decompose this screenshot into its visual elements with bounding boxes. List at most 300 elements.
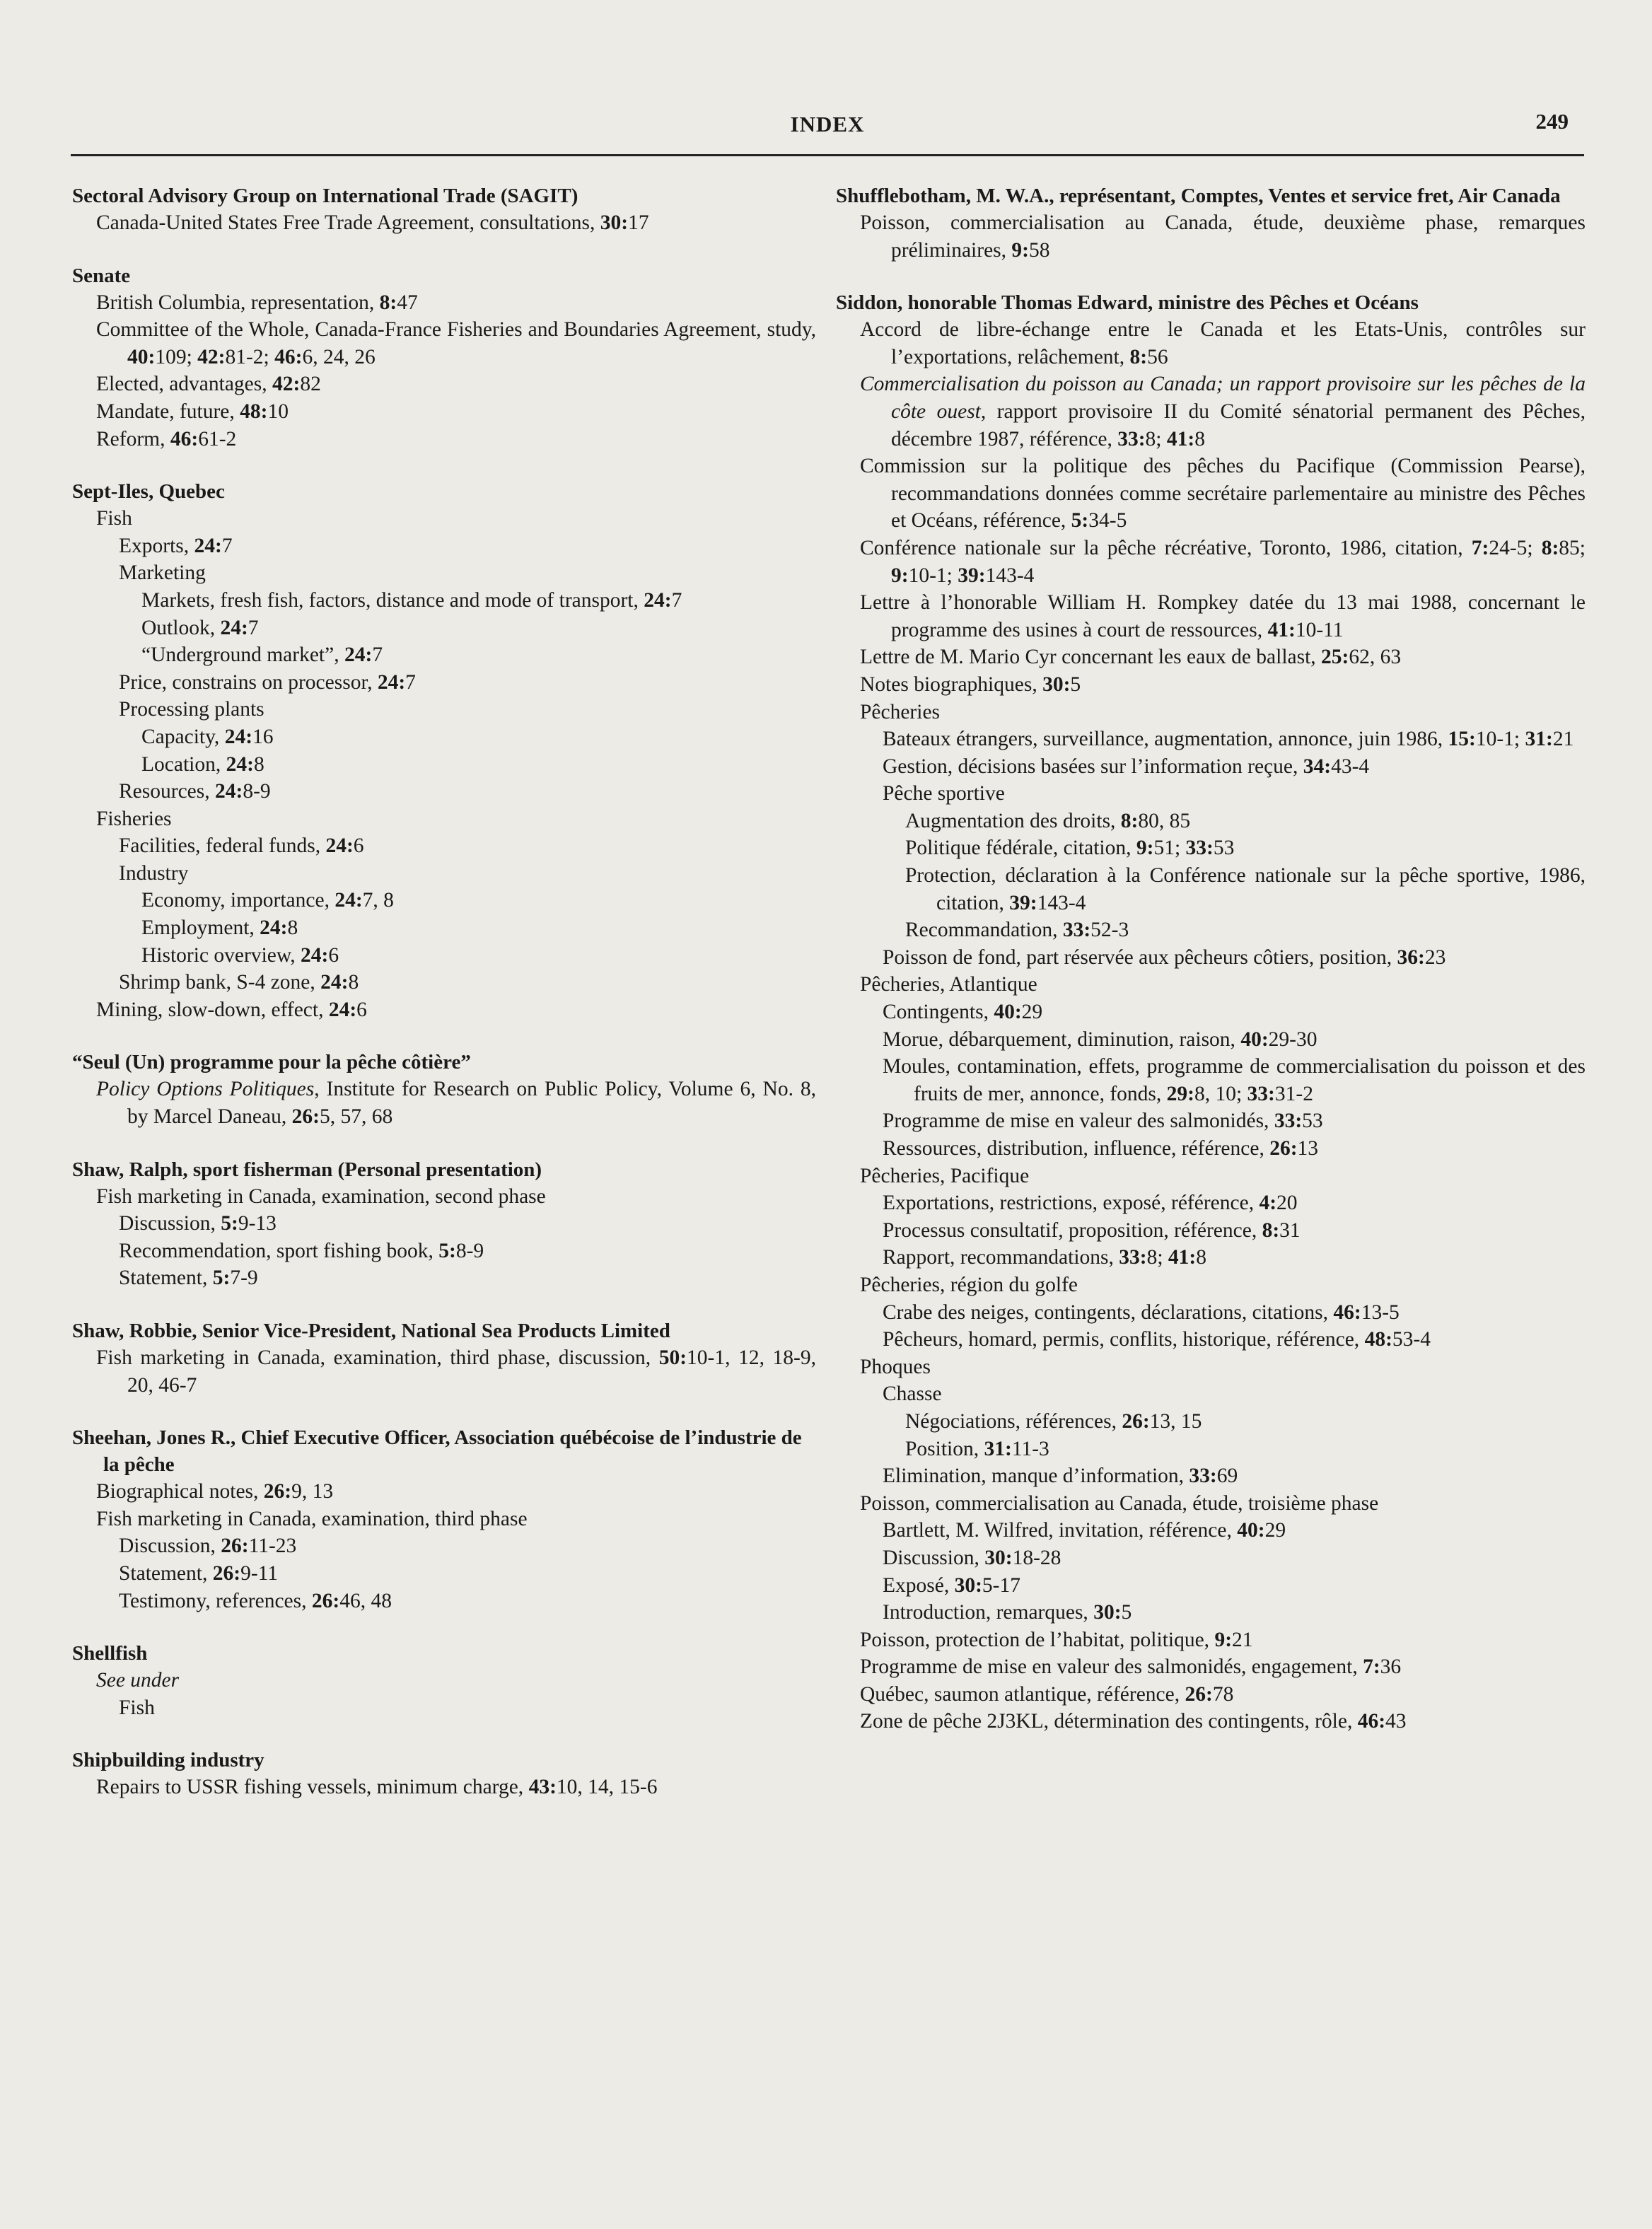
subentry-text: Bateaux étrangers, surveillance, augmentation, annonce, juin 1986, <box>883 728 1448 751</box>
volume-reference: 33: <box>1117 427 1146 450</box>
subentry-line <box>72 669 816 697</box>
index-entry <box>72 262 816 453</box>
subentry-line <box>836 644 1586 671</box>
subentry-text: Discussion, <box>883 1546 985 1569</box>
subentry-text: 7 <box>221 534 233 557</box>
subentry-line <box>72 1478 816 1506</box>
entry-heading: Shipbuilding industry <box>72 1749 264 1772</box>
subentry-text: 8, 10; <box>1194 1082 1247 1105</box>
subentry-text: 6 <box>356 998 367 1021</box>
subentry-text: 16 <box>252 725 274 748</box>
volume-reference: 24: <box>344 644 373 667</box>
volume-reference: 30: <box>954 1573 982 1597</box>
index-entry <box>836 289 1586 1735</box>
subentry-text: 9-13 <box>238 1212 277 1235</box>
subentry-text: 13-5 <box>1361 1300 1400 1324</box>
subentry-text: 81-2; <box>225 345 275 368</box>
volume-reference: 48: <box>1364 1328 1392 1351</box>
subentry-text: Gestion, décisions basées sur l’information reçue, <box>883 755 1303 778</box>
subentry-line <box>72 805 816 833</box>
subentry-text: 8; <box>1145 427 1167 450</box>
subentry-text: Industry <box>119 861 189 885</box>
subentry-text: 69 <box>1216 1465 1238 1488</box>
volume-reference: 33: <box>1062 919 1091 942</box>
volume-reference: 42: <box>272 373 301 396</box>
subentry-text: Poisson, commercialisation au Canada, étude, troisième phase <box>860 1491 1379 1515</box>
subentry-text: Statement, <box>119 1267 213 1290</box>
subentry-text: Exportations, restrictions, exposé, référence, <box>883 1192 1260 1215</box>
subentry-text: Biographical notes, <box>96 1480 264 1503</box>
subentry-line <box>836 1572 1586 1600</box>
subentry-text: Québec, saumon atlantique, référence, <box>860 1682 1185 1706</box>
subentry-text: Introduction, remarques, <box>883 1601 1094 1624</box>
index-entry <box>72 1640 816 1721</box>
subentry-line <box>836 1436 1586 1463</box>
subentry-text: Programme de mise en valeur des salmonidés, engagement, <box>860 1655 1363 1679</box>
subentry-text: , rapport provisoire II du Comité sénatorial permanent des Pêches, décembre 1987, référence, <box>891 400 1586 450</box>
volume-reference: 24: <box>325 834 354 858</box>
subentry-line <box>836 453 1586 535</box>
subentry-text: Commercialisation du poisson au Canada; un rapport provisoire sur les pêches de la côte ouest <box>860 373 1586 423</box>
subentry-text: 62, 63 <box>1349 646 1402 669</box>
entry-heading: Senate <box>72 264 131 287</box>
index-entry <box>72 478 816 1023</box>
volume-reference: 24: <box>377 670 406 694</box>
subentry-text: Position, <box>905 1437 984 1460</box>
subentry-line <box>836 671 1586 699</box>
subentry-text: 10-1; <box>1475 728 1525 751</box>
entry-heading: Shaw, Ralph, sport fisherman (Personal presentation) <box>72 1158 542 1181</box>
subentry-text: 29-30 <box>1268 1028 1317 1051</box>
subentry-line <box>72 641 816 669</box>
subentry-line <box>836 1326 1586 1354</box>
subentry-line <box>72 615 816 642</box>
subentry-text: 61-2 <box>198 427 237 450</box>
subentry-text: 6 <box>353 834 364 858</box>
subentry-text: 21 <box>1552 728 1574 751</box>
volume-reference: 24: <box>226 752 254 776</box>
volume-reference: 33: <box>1247 1082 1275 1105</box>
subentry-text: Programme de mise en valeur des salmonidés, <box>883 1110 1274 1133</box>
subentry-text: , Institute for Research on Public Policy, Volume 6, No. 8, by Marcel Daneau, <box>127 1078 817 1129</box>
subentry-text: 43 <box>1385 1710 1407 1733</box>
volume-reference: 15: <box>1448 728 1476 751</box>
subentry-text: Politique fédérale, citation, <box>905 837 1136 860</box>
subentry-line <box>836 780 1586 808</box>
subentry-line <box>72 1076 816 1130</box>
volume-reference: 8: <box>1541 536 1559 559</box>
subentry-text: 78 <box>1212 1682 1234 1706</box>
running-title: INDEX <box>790 112 865 136</box>
subentry-text: 56 <box>1147 345 1168 368</box>
subentry-line <box>72 914 816 942</box>
subentry-line <box>72 1560 816 1588</box>
volume-reference: 42: <box>197 345 226 368</box>
subentry-text: Recommendation, sport fishing book, <box>119 1239 439 1262</box>
subentry-text: Canada-United States Free Trade Agreement, consultations, <box>96 211 600 234</box>
subentry-line <box>836 1189 1586 1217</box>
volume-reference: 9: <box>1011 238 1029 262</box>
right-column <box>836 182 1586 1761</box>
subentry-text: Ressources, distribution, influence, référence, <box>883 1137 1270 1160</box>
subentry-text: 6 <box>328 943 339 967</box>
subentry-text: Rapport, recommandations, <box>883 1246 1119 1269</box>
volume-reference: 26: <box>212 1561 241 1585</box>
subentry-text: 58 <box>1028 238 1050 262</box>
volume-reference: 30: <box>1042 673 1071 696</box>
subentry-text: Négociations, références, <box>905 1409 1122 1433</box>
subentry-text: 13, 15 <box>1149 1409 1202 1433</box>
subentry-line <box>72 587 816 615</box>
subentry-text: 5-17 <box>982 1573 1020 1597</box>
volume-reference: 24: <box>328 998 357 1021</box>
subentry-line <box>836 834 1586 862</box>
volume-reference: 26: <box>291 1105 320 1129</box>
subentry-line <box>836 1708 1586 1735</box>
volume-reference: 40: <box>1237 1519 1265 1542</box>
subentry-text: 31 <box>1279 1218 1301 1242</box>
subentry-text: Poisson, commercialisation au Canada, étude, deuxième phase, remarques préliminaires, <box>860 211 1586 262</box>
volume-reference: 24: <box>260 916 288 940</box>
subentry-text: Location, <box>141 752 226 776</box>
subentry-line <box>836 971 1586 999</box>
subentry-line <box>836 1681 1586 1709</box>
subentry-line <box>836 1490 1586 1518</box>
subentry-text: Protection, déclaration à la Conférence nationale sur la pêche sportive, 1986, citation, <box>905 864 1586 914</box>
subentry-text: 8-9 <box>455 1239 484 1262</box>
subentry-text: 46, 48 <box>339 1589 392 1612</box>
subentry-line <box>72 1667 816 1694</box>
subentry-line <box>72 1210 816 1238</box>
subentry-text: Conférence nationale sur la pêche récréative, Toronto, 1986, citation, <box>860 536 1472 559</box>
subentry-text: 143-4 <box>985 564 1035 587</box>
subentry-line <box>836 1380 1586 1408</box>
subentry-line <box>836 1217 1586 1245</box>
subentry-line <box>72 1238 816 1265</box>
subentry-line <box>72 751 816 779</box>
subentry-text: Pêcheries, région du golfe <box>860 1273 1078 1296</box>
volume-reference: 24: <box>194 534 222 557</box>
subentry-text: Historic overview, <box>141 943 301 967</box>
subentry-line <box>836 1653 1586 1681</box>
subentry-text: Chasse <box>883 1383 942 1406</box>
subentry-line <box>836 753 1586 781</box>
volume-reference: 33: <box>1185 837 1214 860</box>
subentry-line <box>72 426 816 453</box>
subentry-text: Pêcheries <box>860 700 941 723</box>
subentry-text: Contingents, <box>883 1001 994 1024</box>
index-entry <box>72 1049 816 1130</box>
subentry-text: 53-4 <box>1392 1328 1431 1351</box>
subentry-text: 7-9 <box>230 1267 258 1290</box>
subentry-text: 53 <box>1213 837 1235 860</box>
subentry-text: Accord de libre-échange entre le Canada et les Etats-Unis, contrôles sur l’exportations, relâchement, <box>860 318 1586 368</box>
subentry-text: 9, 13 <box>291 1480 334 1503</box>
subentry-line <box>836 316 1586 371</box>
subentry-line <box>72 1344 816 1399</box>
subentry-text: Elected, advantages, <box>96 373 272 396</box>
subentry-text: Testimony, references, <box>119 1589 312 1612</box>
volume-reference: 41: <box>1267 618 1296 641</box>
subentry-text: 10-1, 12, 18-9, 20, 46-7 <box>127 1346 816 1397</box>
subentry-text: 13 <box>1297 1137 1319 1160</box>
volume-reference: 36: <box>1397 945 1425 969</box>
subentry-line <box>836 1354 1586 1381</box>
subentry-text: Fish <box>96 507 132 530</box>
subentry-line <box>72 860 816 887</box>
index-entry <box>72 182 816 237</box>
entry-heading: Sheehan, Jones R., Chief Executive Officer, Association québécoise de l’industrie de la pêche <box>72 1426 802 1477</box>
subentry-line <box>72 832 816 860</box>
subentry-text: 8 <box>287 916 298 940</box>
volume-reference: 9: <box>891 564 909 587</box>
subentry-text: Discussion, <box>119 1535 221 1558</box>
subentry-text: Elimination, manque d’information, <box>883 1465 1189 1488</box>
volume-reference: 26: <box>1122 1409 1150 1433</box>
subentry-text: Pêcheries, Atlantique <box>860 973 1037 996</box>
subentry-text: 43-4 <box>1331 755 1370 778</box>
subentry-line <box>836 1107 1586 1135</box>
subentry-text: 8; <box>1146 1246 1168 1269</box>
subentry-line <box>836 1053 1586 1107</box>
subentry-text: 7 <box>671 588 682 612</box>
volume-reference: 41: <box>1166 427 1195 450</box>
subentry-text: Mining, slow-down, effect, <box>96 998 329 1021</box>
subentry-text: Poisson de fond, part réservée aux pêcheurs côtiers, position, <box>883 945 1397 969</box>
subentry-text: 10 <box>267 400 289 423</box>
subentry-text: Statement, <box>119 1561 213 1585</box>
index-entry <box>72 1424 816 1614</box>
subentry-text: 11-23 <box>248 1535 297 1558</box>
subentry-text: Pêcheries, Pacifique <box>860 1164 1030 1187</box>
subentry-line <box>72 1506 816 1533</box>
index-entry <box>72 1317 816 1399</box>
volume-reference: 24: <box>215 780 243 803</box>
subentry-line <box>836 1544 1586 1572</box>
subentry-text: 5 <box>1121 1601 1132 1624</box>
volume-reference: 33: <box>1119 1246 1147 1269</box>
volume-reference: 48: <box>240 400 268 423</box>
index-entry <box>72 1747 816 1801</box>
subentry-line <box>72 371 816 398</box>
subentry-text: 51; <box>1153 837 1186 860</box>
subentry-text: Processing plants <box>119 698 264 721</box>
volume-reference: 24: <box>220 616 248 639</box>
subentry-line <box>72 723 816 751</box>
subentry-text: 10, 14, 15-6 <box>556 1776 658 1799</box>
volume-reference: 24: <box>301 943 329 967</box>
subentry-text: Fish marketing in Canada, examination, third phase <box>96 1507 528 1530</box>
index-entry <box>836 182 1586 264</box>
subentry-text: Bartlett, M. Wilfred, invitation, référence, <box>883 1519 1238 1542</box>
subentry-text: 34-5 <box>1088 509 1127 532</box>
subentry-line <box>72 778 816 805</box>
subentry-text: Zone de pêche 2J3KL, détermination des contingents, rôle, <box>860 1710 1358 1733</box>
entry-heading: Shaw, Robbie, Senior Vice-President, National Sea Products Limited <box>72 1320 670 1342</box>
subentry-line <box>836 1408 1586 1436</box>
subentry-line <box>72 559 816 587</box>
volume-reference: 9: <box>1214 1628 1233 1651</box>
subentry-text: Policy Options Politiques <box>96 1078 315 1101</box>
subentry-text: 9-11 <box>240 1561 279 1585</box>
subentry-text: 7 <box>248 616 259 639</box>
volume-reference: 46: <box>1357 1710 1386 1733</box>
volume-reference: 26: <box>1185 1682 1213 1706</box>
subentry-line <box>72 1694 816 1722</box>
subentry-text: Employment, <box>141 916 260 940</box>
entry-heading: Siddon, honorable Thomas Edward, ministre des Pêches et Océans <box>836 291 1419 315</box>
subentry-text: Phoques <box>860 1355 931 1378</box>
subentry-line <box>836 1135 1586 1163</box>
subentry-text: 5, 57, 68 <box>319 1105 393 1129</box>
subentry-text: 7 <box>405 670 416 694</box>
subentry-text: Fish marketing in Canada, examination, second phase <box>96 1185 546 1208</box>
volume-reference: 8: <box>379 291 397 314</box>
subentry-line <box>72 1774 816 1801</box>
subentry-text: Pêcheurs, homard, permis, conflits, historique, référence, <box>883 1328 1365 1351</box>
subentry-text: Shrimp bank, S-4 zone, <box>119 971 321 994</box>
subentry-text: Fish marketing in Canada, examination, third phase, discussion, <box>96 1346 659 1369</box>
volume-reference: 5: <box>221 1212 238 1235</box>
subentry-text: 7 <box>372 644 383 667</box>
volume-reference: 4: <box>1259 1192 1277 1215</box>
subentry-line <box>836 1244 1586 1271</box>
subentry-line <box>836 371 1586 453</box>
volume-reference: 7: <box>1471 536 1489 559</box>
subentry-line <box>72 942 816 970</box>
volume-reference: 39: <box>1009 891 1037 914</box>
subentry-text: 85; <box>1559 536 1586 559</box>
page-number: 249 <box>1535 109 1569 134</box>
volume-reference: 8: <box>1129 345 1148 368</box>
volume-reference: 26: <box>1269 1137 1298 1160</box>
volume-reference: 30: <box>600 211 629 234</box>
subentry-text: 10-1; <box>908 564 958 587</box>
subentry-line <box>836 1517 1586 1544</box>
volume-reference: 5: <box>212 1267 231 1290</box>
subentry-text: British Columbia, representation, <box>96 291 380 314</box>
subentry-line <box>836 209 1586 264</box>
subentry-text: Fisheries <box>96 807 172 830</box>
subentry-line <box>72 1532 816 1560</box>
subentry-text: Economy, importance, <box>141 889 335 912</box>
subentry-text: Poisson, protection de l’habitat, politique, <box>860 1628 1215 1651</box>
volume-reference: 41: <box>1168 1246 1197 1269</box>
subentry-text: 31-2 <box>1274 1082 1313 1105</box>
volume-reference: 40: <box>994 1001 1022 1024</box>
subentry-text: Price, constrains on processor, <box>119 670 378 694</box>
subentry-line <box>72 532 816 560</box>
subentry-text: 36 <box>1380 1655 1402 1679</box>
subentry-text: Lettre de M. Mario Cyr concernant les eaux de ballast, <box>860 646 1322 669</box>
page-header <box>71 106 1584 156</box>
subentry-text: Crabe des neiges, contingents, déclarations, citations, <box>883 1300 1334 1324</box>
subentry-line <box>72 398 816 426</box>
subentry-text: Fish <box>119 1696 155 1719</box>
subentry-text: Mandate, future, <box>96 400 240 423</box>
subentry-line <box>836 1163 1586 1190</box>
subentry-line <box>836 862 1586 916</box>
subentry-line <box>836 1462 1586 1490</box>
subentry-text: Augmentation des droits, <box>905 809 1121 832</box>
subentry-text: “Underground market”, <box>141 644 344 667</box>
subentry-text: Pêche sportive <box>883 782 1005 805</box>
volume-reference: 24: <box>644 588 672 612</box>
subentry-line <box>836 1599 1586 1626</box>
subentry-text: Reform, <box>96 427 170 450</box>
subentry-text: 29 <box>1021 1001 1043 1024</box>
subentry-line <box>836 944 1586 972</box>
subentry-text: 8 <box>1196 1246 1206 1269</box>
subentry-text: 8 <box>348 971 359 994</box>
volume-reference: 26: <box>311 1589 340 1612</box>
subentry-text: 7, 8 <box>362 889 394 912</box>
volume-reference: 7: <box>1363 1655 1380 1679</box>
subentry-line <box>72 209 816 237</box>
subentry-line <box>836 1626 1586 1654</box>
subentry-text: Lettre à l’honorable William H. Rompkey datée du 13 mai 1988, concernant le programme des usines à court de ressources, <box>860 591 1586 641</box>
subentry-line <box>72 1183 816 1211</box>
volume-reference: 5: <box>1071 509 1089 532</box>
subentry-text: 29 <box>1264 1519 1286 1542</box>
subentry-text: 47 <box>397 291 418 314</box>
subentry-line <box>836 808 1586 835</box>
subentry-text: Resources, <box>119 780 215 803</box>
subentry-line <box>72 289 816 317</box>
subentry-text: See under <box>96 1669 180 1692</box>
subentry-text: 143-4 <box>1037 891 1086 914</box>
subentry-text: 6, 24, 26 <box>302 345 376 368</box>
header-rule <box>71 154 1584 156</box>
subentry-text: 52-3 <box>1090 919 1129 942</box>
index-entry <box>72 1156 816 1292</box>
volume-reference: 30: <box>984 1546 1013 1569</box>
volume-reference: 24: <box>224 725 253 748</box>
subentry-text: 8-9 <box>243 780 271 803</box>
subentry-text: Notes biographiques, <box>860 673 1043 696</box>
subentry-line <box>836 535 1586 589</box>
volume-reference: 33: <box>1274 1110 1303 1133</box>
subentry-text: 80, 85 <box>1138 809 1191 832</box>
volume-reference: 8: <box>1120 809 1139 832</box>
subentry-line <box>72 887 816 914</box>
subentry-line <box>836 1026 1586 1054</box>
subentry-line <box>836 726 1586 753</box>
entry-heading: “Seul (Un) programme pour la pêche côtière” <box>72 1051 471 1074</box>
subentry-text: Moules, contamination, effets, programme de commercialisation du poisson et des fruits de mer, annonce, fonds, <box>883 1055 1586 1105</box>
subentry-text: 21 <box>1232 1628 1253 1651</box>
subentry-text: 109; <box>155 345 198 368</box>
subentry-text: Recommandation, <box>905 919 1063 942</box>
volume-reference: 40: <box>1240 1028 1269 1051</box>
subentry-text: Repairs to USSR fishing vessels, minimum charge, <box>96 1776 529 1799</box>
subentry-text: 20 <box>1276 1192 1298 1215</box>
subentry-text: 17 <box>628 211 649 234</box>
volume-reference: 31: <box>984 1437 1012 1460</box>
left-column <box>72 182 816 1827</box>
volume-reference: 46: <box>170 427 199 450</box>
subentry-line <box>72 1264 816 1292</box>
subentry-text: 8 <box>1194 427 1205 450</box>
subentry-text: Exports, <box>119 534 194 557</box>
subentry-text: 11-3 <box>1011 1437 1049 1460</box>
subentry-line <box>72 969 816 996</box>
subentry-text: Processus consultatif, proposition, référence, <box>883 1218 1262 1242</box>
subentry-text: Capacity, <box>141 725 225 748</box>
volume-reference: 46: <box>274 345 303 368</box>
subentry-line <box>836 1271 1586 1299</box>
subentry-text: 8 <box>253 752 264 776</box>
